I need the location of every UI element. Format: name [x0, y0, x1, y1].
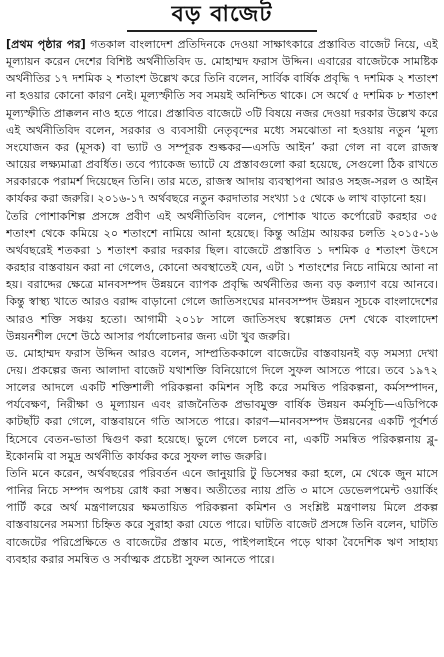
article-paragraph-3: ড. মোহাম্মদ ফরাস উদ্দিন আরও বলেন, সাম্প্রতিককালে বাজেটের বাস্তবায়নই বড় সমস্যা দেখা দেয়। প্রকল্পের জন্য আলাদা বাজেট যথাশক্তি বিনিয়োগে দিলে সুফল আসতে পারে। তবে ১৯৭২ সালের আদলে একটি শক্তিশালী পরিকল্পনা কমিশন সৃষ্টি করে সমন্বিত পরিকল্পনা, কর্মসম্পাদন, পর্যবেক্ষণ, নিরীক্ষা ও মূল্যায়ন এবং রাজনৈতিক প্রভাবমুক্ত বার্ষিক উন্নয়ন কর্মসূচি—এডিপিকে কাটছাঁট করা গেলে, বাস্তবায়নে গতি আসতে পারে। কারণ—মানবসম্পদ উন্নয়নের একটি পূর্বশর্ত হিসেবে বেতন-ভাতা দ্বিগুণ করা হয়েছে। ভুলে গেলে চলবে না, একটি সমন্বিত পরিকল্পনায় ব্লু-ইকোনমি বা সমুদ্র অর্থনীতি কার্যকর করে সুফল লাভ জরুরি।	[6, 346, 438, 463]
paragraph-text: গতকাল বাংলাদেশ প্রতিদিনকে দেওয়া সাক্ষাৎকারে প্রস্তাবিত বাজেট নিয়ে, এই মূল্যায়ন করেন দেশের বিশিষ্ট অর্থনীতিবিদ ড. মোহাম্মদ ফরাস উদ্দিন। এবারের বাজেটকে সামষ্টিক অর্থনীতির ১৭ দশমিক ২ শতাংশ উল্লেখ করে তিনি বলেন, সার্বিক বার্ষিক প্রবৃদ্ধি ৭ দশমিক ২ শতাংশ না হওয়ার কোনো কারণ নেই। মূল্যস্ফীতি সব সময়ই অনিশ্চিত থাকে। সে অর্থে ৫ দশমিক ৮ শতাংশ মূল্যস্ফীতি প্রাক্কলন নাও হতে পারে। প্রস্তাবিত বাজেটে ৩টি বিষয়ে নজর দেওয়া দরকার উল্লেখ করে এই অর্থনীতিবিদ বলেন, সরকার ও ব্যবসায়ী নেতৃবৃন্দের মধ্যে সমঝোতা না হওয়ায় নতুন ‘মূল্য সংযোজন কর (মূসক) বা ভ্যাট ও সম্পূরক শুল্ককর—এসডি আইন’ করা গেল না বলে রাজস্ব আয়ের লক্ষ্যমাত্রা প্রবর্ধিত। তবে প্যাকেজ ভ্যাটে যে প্রস্তাবগুলো করা হয়েছে, সেগুলো ঠিক রাখতে সরকারকে পরামর্শ দিয়েছেন তিনি। তার মতে, রাজস্ব আদায় ব্যবস্থাপনা আরও সহজ-সরল ও আইন কার্যকর করা জরুরি। ২০১৬-১৭ অর্থবছরে নতুন করদাতার সংখ্যা ১৫ থেকে ৬ লাখ বাড়ানো হয়।	[6, 38, 438, 206]
article-paragraph-4: তিনি মনে করেন, অর্থবছরের পরিবর্তন এনে জানুয়ারি টু ডিসেম্বর করা হলে, মে থেকে জুন মাসে পানির নিচে সম্পদ অপচয় রোধ করা সম্ভব। অতীতের ন্যায় প্রতি ৩ মাসে ডেভেলপমেন্ট ওয়ার্কিং পার্টি করে অর্থ মন্ত্রণালয়ের ক্ষমতায়িত পরিকল্পনা কমিশন ও সংশ্লিষ্ট মন্ত্রণালয় মিলে প্রকল্প বাস্তবায়নের সমস্যা চিহ্নিত করে সুরাহা করা যেতে পারে। ঘাটতি বাজেট প্রসঙ্গে তিনি বলেন, ঘাটতি বাজেটের পরিপ্রেক্ষিতে ও বাজেটের প্রস্তাব মতে, পাইপলাইনে পড়ে থাকা বৈদেশিক ঋণ সাহায্য ব্যবহার করার সমন্বিত ও সর্বাত্মক প্রচেষ্টা সুফল আনতে পারে।	[6, 466, 438, 566]
continuation-tag: [প্রথম পৃষ্ঠার পর]	[6, 38, 86, 51]
article-paragraph-1	[6, 36, 438, 208]
article-paragraph-2: তৈরি পোশাকশিল্প প্রসঙ্গে প্রবীণ এই অর্থনীতিবিদ বলেন, পোশাক খাতে কর্পোরেট করহার ৩৫ শতাংশ থেকে কমিয়ে ২০ শতাংশে নামিয়ে আনা হয়েছে। কিন্তু অগ্রিম আয়কর চলতি ২০১৫-১৬ অর্থবছরেই শতকরা ১ শতাংশ করার দরকার ছিল। বাজেটে প্রস্তাবিত ১ দশমিক ৫ শতাংশ উৎসে করহার বাস্তবায়ন করা না গেলেও, কোনো অবস্থাতেই যেন, এটা ১ শতাংশের নিচে নামিয়ে আনা না হয়। বরাদ্দের ক্ষেত্রে মানবসম্পদ উন্নয়নে ব্যাপক প্রবৃদ্ধি অর্থনীতির জন্য বড় কল্যাণ বয়ে আনবে। কিন্তু স্বাস্থ্য খাতে আরও বরাদ্দ বাড়ানো গেলে জাতিসংঘের মানবসম্পদ উন্নয়ন সূচকে বাংলাদেশের আরও শক্তি সঞ্চয় হতো। আগামী ২০১৮ সালে জাতিসংঘ স্বল্পোন্নত দেশ থেকে বাংলাদেশ উন্নয়নশীল দেশে উঠে আসার পর্যালোচনার জন্য এটা খুব জরুরি।	[6, 209, 438, 343]
article-body	[6, 36, 438, 654]
headline: বড় বাজেট	[127, 2, 317, 32]
